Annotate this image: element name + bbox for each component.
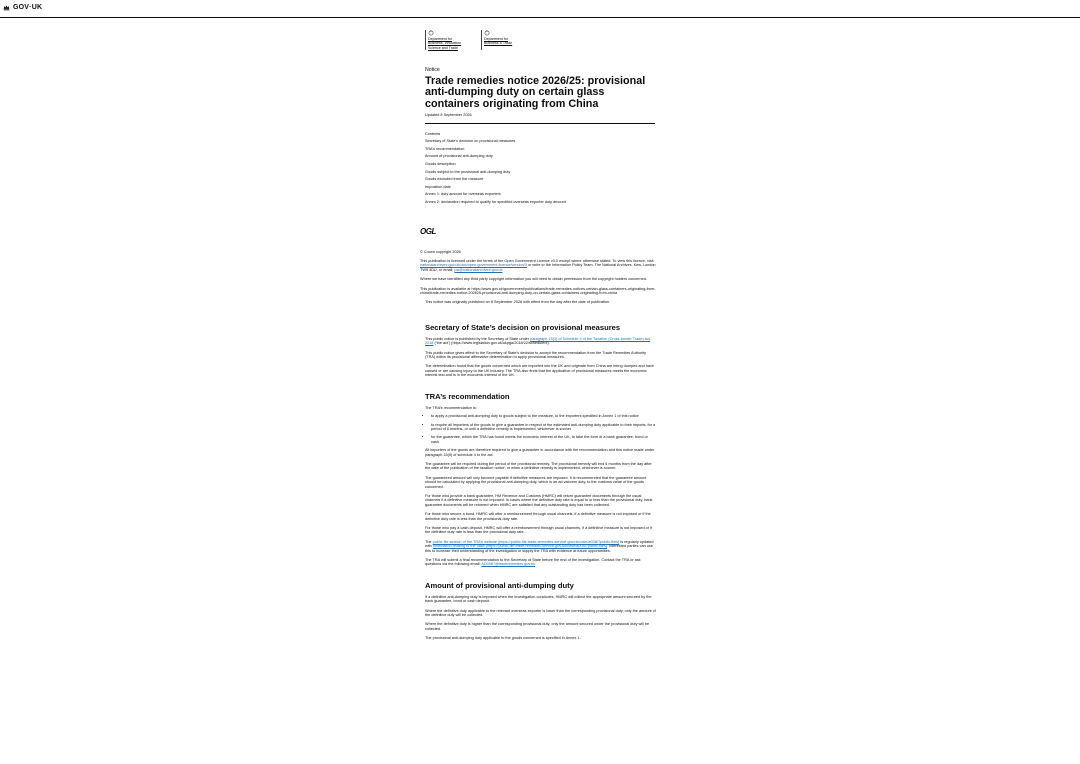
contents-list [425, 131, 656, 207]
contents-link[interactable]: Imposition date [425, 184, 451, 189]
contents-link[interactable]: Goods excluded from the measure [425, 177, 484, 182]
paragraph: Where the definitive duty is higher than the corresponding provisional duty, only the amount secured under the provisional duty will be collected. [425, 622, 650, 631]
document-type-label: Notice [425, 66, 440, 73]
royal-crest-icon [484, 30, 490, 36]
paragraph: This public notice is published by the Secretary of State under paragraph 15(3) of Schedule 4 of the Taxation (Cross-border Trade) Act 2018 (‘the act’) (https://www.legislation.gov.uk/ukpga/2018/22/schedule/4). [425, 336, 651, 346]
third-party-paragraph: Where we have identified any third party copyright information you will need to obtain permission from the copyright holders concerned. [420, 277, 647, 282]
contents-link[interactable]: Goods description [425, 162, 456, 167]
paragraph: The determination found that the goods concerned which are imported into the UK and originate from China are being dumped and have caused or are causing injury to the UK industry. The TRA also finds that the application of provisional measures meets the economic interest test and is in the economic interest of the UK. [425, 364, 655, 378]
case-info-link[interactable]: information relating to the case (https://public-file.trade-remedies.service.gov.uk/case/a008/?public-files) [432, 544, 608, 549]
paragraph: Where the definitive duty applicable to the relevant overseas exporter is lower than the corresponding provisional duty, only the amount of the definitive duty will be collected. [425, 608, 656, 618]
crown-icon [3, 4, 10, 11]
dept-line: Science and Trade [428, 45, 458, 50]
list-item: • to apply a provisional anti-dumping duty to goods subject to the measure, to the exporters specified in Annex 1 of this notice [431, 414, 656, 418]
paragraph: The public file section of the TRA’s website (https://public-file.trade-remedies.service.gov.uk/case/a008/?public-files) is regularly updated with information relating to the case (https://public-file.trade-remedies.service.gov.uk/case/a008/?public-files). Interested parties can use this to increase their understanding of the investigation or supply the TRA with evidence at future opportunities. [425, 539, 654, 553]
recommendation-list [425, 414, 656, 444]
paragraph: If a definitive anti-dumping duty is imposed when the investigation concludes, HMRC will collect the appropriate amount secured by the bank guarantee, bond or cash deposit. [425, 594, 652, 604]
dept-logo-dbt[interactable] [481, 30, 530, 50]
paragraph: The guaranteed amount will only become payable if definitive measures are imposed. It is recommended that the guarantee amount should be calculated by applying the provisional anti-dumping duty, which is an ad valorem duty, to the customs value of the goods concerned. [425, 475, 647, 489]
legislation-link[interactable]: paragraph 15(3) of Schedule 4 of the Taxation (Cross-border Trade) Act 2018 [425, 336, 651, 346]
paragraph: All importers of the goods are therefore required to give a guarantee in accordance with the recommendation and this notice made under paragraph 15(5) of schedule 4 to the act. [425, 448, 655, 457]
section-amount [425, 581, 656, 641]
list-item: • for the guarantee, which the TRA has found meets the economic interest of the UK, to take the form of a bank guarantee, bond or cash [431, 435, 656, 444]
gov-uk-text: GOV·UK [13, 4, 43, 11]
paragraph: The TRA will submit a final recommendation to the Secretary of State before the end of the investigation. Contact the TRA or ask questions via the following email: AD0087@traderemedies.gov.uk [425, 558, 641, 567]
department-logos [425, 30, 656, 50]
section-heading: Amount of provisional anti-dumping duty [425, 580, 574, 590]
licence-link[interactable]: nationalarchives.gov.uk/doc/open-government-licence/version/3 [420, 263, 527, 268]
gov-uk-logo[interactable] [3, 4, 42, 11]
list-item: • to require all importers of the goods to give a guarantee in respect of the estimated anti-dumping duty applicable to their imports, for a period of 6 months, or until a definitive remedy is implemented, whichever is sooner [431, 423, 656, 432]
paragraph: The TRA’s recommendation is: [425, 405, 477, 410]
gov-header [0, 0, 1080, 18]
paragraph: For those who pay a cash deposit, HMRC will offer a reimbursement through usual channels, if a definitive measure is not imposed or if the definitive duty rate is less than the provisional duty rate. [425, 526, 653, 535]
dept-line: Department for [428, 37, 452, 41]
dept-logo-dbist[interactable] [425, 30, 474, 50]
dept-line: Business, Innovation [428, 41, 462, 46]
copyright-text: © Crown copyright 2026 [420, 249, 461, 254]
public-file-link[interactable]: public file section of the TRA’s website (https://public-file.trade-remedies.service.gov.uk/case/a008/?public-files) [432, 539, 620, 544]
ogl-logo: OGL [420, 226, 436, 236]
section-tra [425, 392, 656, 567]
email-link[interactable]: AD0087@traderemedies.gov.uk [481, 562, 536, 567]
paragraph: For those who provide a bank guarantee, HM Revenue and Customs (HMRC) will return guarantee documents through the usual channels if a definitive measure is not imposed. In cases where the definitive duty rate is equal to or less than the provisional duty, bank guarantee documents will be returned when HMRC are satisfied that any outstanding duty has been collected. [425, 493, 653, 507]
section-sos [425, 323, 656, 378]
section-heading: Secretary of State’s decision on provisional measures [425, 322, 621, 332]
dept-line: Business & Trade [484, 41, 513, 46]
paragraph: The guarantee will be required during the period of the provisional remedy. The provisional remedy will end 6 months from the day after the date of the publication of the taxation notice, or when a definitive remedy is implemented, whichever is sooner. [425, 461, 652, 471]
paragraph: This public notice gives effect to the Secretary of State’s decision to accept the recommendation from the Trade Remedies Authority (TRA) within its provisional affirmative determination to apply provisional measures. [425, 350, 647, 360]
updated-date: Updated 8 September 2026 [425, 112, 472, 117]
contents-link[interactable]: TRA’s recommendation [425, 146, 465, 151]
publication-note: This notice was originally published on 8 September 2026 with effect from the day after the date of publication. [425, 300, 611, 305]
section-heading: TRA’s recommendation [425, 391, 510, 401]
contents-link[interactable]: Annex 1: duty amount for overseas exporters [425, 192, 501, 197]
email-link[interactable]: psi@nationalarchives.gov.uk [454, 267, 503, 272]
paragraph: For those who secure a bond, HMRC will offer a reimbursement through usual channels, if a definitive measure is not imposed or if the definitive duty rate is less than the provisional duty rate. [425, 512, 651, 521]
document-page [420, 30, 656, 641]
licence-paragraph: This publication is licensed under the terms of the Open Government Licence v3.0 except where otherwise stated. To view this licence, visit nationalarchives.gov.uk/doc/open-government-licence/version/3 or write to the Information Policy Team, The National Archives, Kew, London TW9 4DU, or email: psi@nationalarchives.gov.uk [420, 259, 656, 272]
divider [425, 123, 655, 124]
paragraph: The provisional anti-dumping duty applicable to the goods concerned is specified in Annex 1. [425, 636, 581, 641]
availability-paragraph: This publication is available at https://www.gov.uk/government/publications/trade-remedies-notices-certain-glass-containers-originating-from-china/trade-remedies-notice-202625-provisional-anti-dumping-duty-on-certain-glass-containers-originating-from-china [420, 286, 656, 296]
dept-line: Department for [484, 37, 508, 41]
contents-link[interactable]: Secretary of State’s decision on provisional measures [425, 139, 516, 144]
contents-link[interactable]: Annex 2: declaration required to qualify for specified overseas exporter duty amount [425, 200, 566, 205]
page-title: Trade remedies notice 2026/25: provisional anti-dumping duty on certain glass containers originating from China [425, 74, 646, 111]
contents-heading: Contents [425, 131, 441, 136]
royal-crest-icon [428, 30, 434, 36]
contents-link[interactable]: Goods subject to the provisional anti-dumping duty [425, 169, 511, 174]
contents-link[interactable]: Amount of provisional anti-dumping duty [425, 154, 493, 159]
